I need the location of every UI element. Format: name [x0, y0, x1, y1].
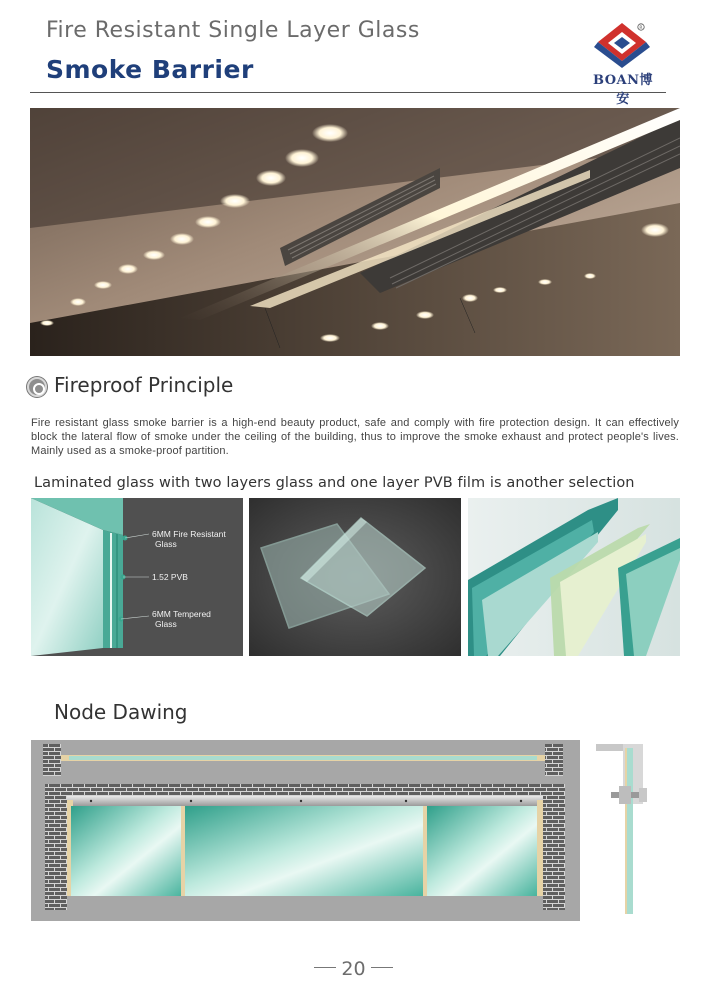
callout-pvb: 1.52 PVB: [152, 572, 188, 582]
page-number-value: 20: [341, 958, 366, 980]
section-title: Fireproof Principle: [54, 373, 234, 397]
page-number-rule-right: [371, 967, 393, 968]
laminated-edge-photo: [468, 498, 680, 656]
glass-sheets-photo: [249, 498, 461, 656]
laminated-diagram-photo: [31, 498, 243, 656]
principle-paragraph: Fire resistant glass smoke barrier is a high-end beauty product, safe and comply with fire protection design. It can effectively block the lateral flow of smoke under the ceiling of the building, thus to improve the smoke exhaust and protect people's lives. Mainly used as a smoke-proof partition.: [31, 417, 679, 458]
boan-logo-icon: [594, 20, 650, 70]
callout-tempered: 6MM Tempered Glass: [152, 609, 211, 629]
page-number-rule-left: [314, 967, 336, 968]
ceiling-lights-photo: [30, 108, 680, 356]
laminated-heading: Laminated glass with two layers glass and one layer PVB film is another selection: [34, 475, 635, 491]
callout-fire-resistant: 6MM Fire Resistant Glass: [152, 529, 226, 549]
boan-logo: [588, 20, 658, 107]
page-number: [0, 958, 707, 980]
svg-text:R: R: [639, 26, 643, 31]
header-divider: [30, 92, 666, 93]
page-subtitle: Fire Resistant Single Layer Glass: [46, 18, 420, 43]
page-title: Smoke Barrier: [46, 55, 254, 84]
badge-icon: [27, 377, 47, 397]
node-title: Node Dawing: [54, 700, 188, 724]
boan-logo-text: BOAN博安: [592, 73, 654, 107]
node-drawing: [31, 740, 680, 921]
